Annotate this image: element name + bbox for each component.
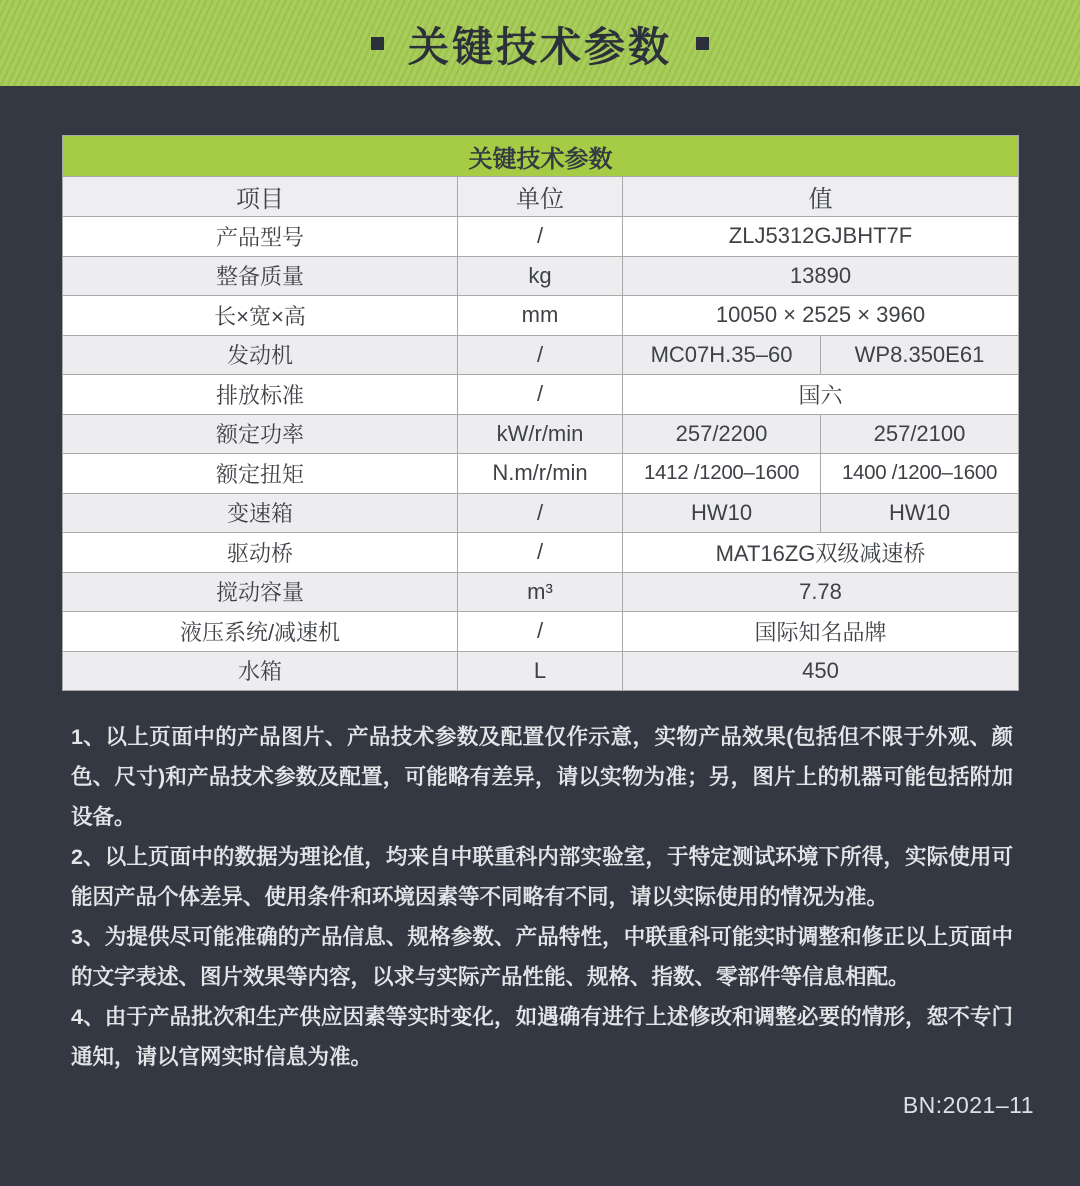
disclaimer-note-3: 3、为提供尽可能准确的产品信息、规格参数、产品特性，中联重科可能实时调整和修正以上页面中的文字表述、图片效果等内容，以求与实际产品性能、规格、指数、零部件等信息相配。 <box>71 925 1013 989</box>
table-row <box>63 217 1019 257</box>
param-value-cell: HW10 <box>623 493 821 533</box>
table-title-row <box>63 136 1019 177</box>
param-unit-cell: m³ <box>458 572 623 612</box>
disclaimer-notes <box>71 717 1013 1077</box>
param-value-cell: 7.78 <box>623 572 1019 612</box>
param-value-cell: MC07H.35–60 <box>623 335 821 375</box>
param-value-cell: MAT16ZG双级减速桥 <box>623 533 1019 573</box>
param-unit-cell: L <box>458 651 623 691</box>
table-row <box>63 335 1019 375</box>
param-label-cell: 长×宽×高 <box>63 296 458 336</box>
param-value-cell: 257/2200 <box>623 414 821 454</box>
title-dot-left-icon <box>371 37 384 50</box>
param-value-cell: WP8.350E61 <box>821 335 1019 375</box>
table-title: 关键技术参数 <box>63 136 1019 177</box>
param-label-cell: 搅动容量 <box>63 572 458 612</box>
table-row <box>63 414 1019 454</box>
title-dot-right-icon <box>696 37 709 50</box>
table-row <box>63 375 1019 415</box>
table-row <box>63 454 1019 494</box>
table-row <box>63 256 1019 296</box>
page-title: 关键技术参数 <box>408 23 672 70</box>
param-unit-cell: / <box>458 533 623 573</box>
param-label-cell: 整备质量 <box>63 256 458 296</box>
column-header-value: 值 <box>623 177 1019 217</box>
table-row <box>63 612 1019 652</box>
param-label-cell: 额定功率 <box>63 414 458 454</box>
param-value-cell: HW10 <box>821 493 1019 533</box>
table-row <box>63 493 1019 533</box>
param-label-cell: 驱动桥 <box>63 533 458 573</box>
param-label-cell: 变速箱 <box>63 493 458 533</box>
param-unit-cell: / <box>458 335 623 375</box>
param-value-cell: 国际知名品牌 <box>623 612 1019 652</box>
param-unit-cell: kg <box>458 256 623 296</box>
param-value-cell: 13890 <box>623 256 1019 296</box>
param-unit-cell: / <box>458 493 623 533</box>
param-value-cell: 10050 × 2525 × 3960 <box>623 296 1019 336</box>
spec-table <box>62 135 1019 691</box>
param-label-cell: 发动机 <box>63 335 458 375</box>
param-value-cell: 1412 /1200–1600 <box>623 454 821 494</box>
param-label-cell: 额定扭矩 <box>63 454 458 494</box>
param-unit-cell: N.m/r/min <box>458 454 623 494</box>
table-header-row <box>63 177 1019 217</box>
param-unit-cell: kW/r/min <box>458 414 623 454</box>
table-row <box>63 296 1019 336</box>
page-banner <box>0 0 1080 86</box>
column-header-unit: 单位 <box>458 177 623 217</box>
param-value-cell: ZLJ5312GJBHT7F <box>623 217 1019 257</box>
param-unit-cell: / <box>458 612 623 652</box>
table-row <box>63 651 1019 691</box>
param-value-cell: 450 <box>623 651 1019 691</box>
disclaimer-note-1: 1、以上页面中的产品图片、产品技术参数及配置仅作示意，实物产品效果(包括但不限于外观、颜色、尺寸)和产品技术参数及配置，可能略有差异，请以实物为准；另，图片上的机器可能包括附加设备。 <box>71 725 1013 829</box>
table-row <box>63 572 1019 612</box>
param-label-cell: 水箱 <box>63 651 458 691</box>
param-unit-cell: mm <box>458 296 623 336</box>
param-value-cell: 1400 /1200–1600 <box>821 454 1019 494</box>
disclaimer-note-2: 2、以上页面中的数据为理论值，均来自中联重科内部实验室，于特定测试环境下所得，实际使用可能因产品个体差异、使用条件和环境因素等不同略有不同，请以实际使用的情况为准。 <box>71 845 1013 909</box>
table-row <box>63 533 1019 573</box>
column-header-item: 项目 <box>63 177 458 217</box>
param-unit-cell: / <box>458 217 623 257</box>
param-label-cell: 排放标准 <box>63 375 458 415</box>
spec-table-container <box>62 135 1018 691</box>
param-value-cell: 国六 <box>623 375 1019 415</box>
param-unit-cell: / <box>458 375 623 415</box>
disclaimer-note-4: 4、由于产品批次和生产供应因素等实时变化，如遇确有进行上述修改和调整必要的情形，恕不专门通知，请以官网实时信息为准。 <box>71 1005 1013 1069</box>
param-label-cell: 液压系统/减速机 <box>63 612 458 652</box>
param-value-cell: 257/2100 <box>821 414 1019 454</box>
param-label-cell: 产品型号 <box>63 217 458 257</box>
bulletin-number: BN:2021–11 <box>902 1092 1034 1118</box>
